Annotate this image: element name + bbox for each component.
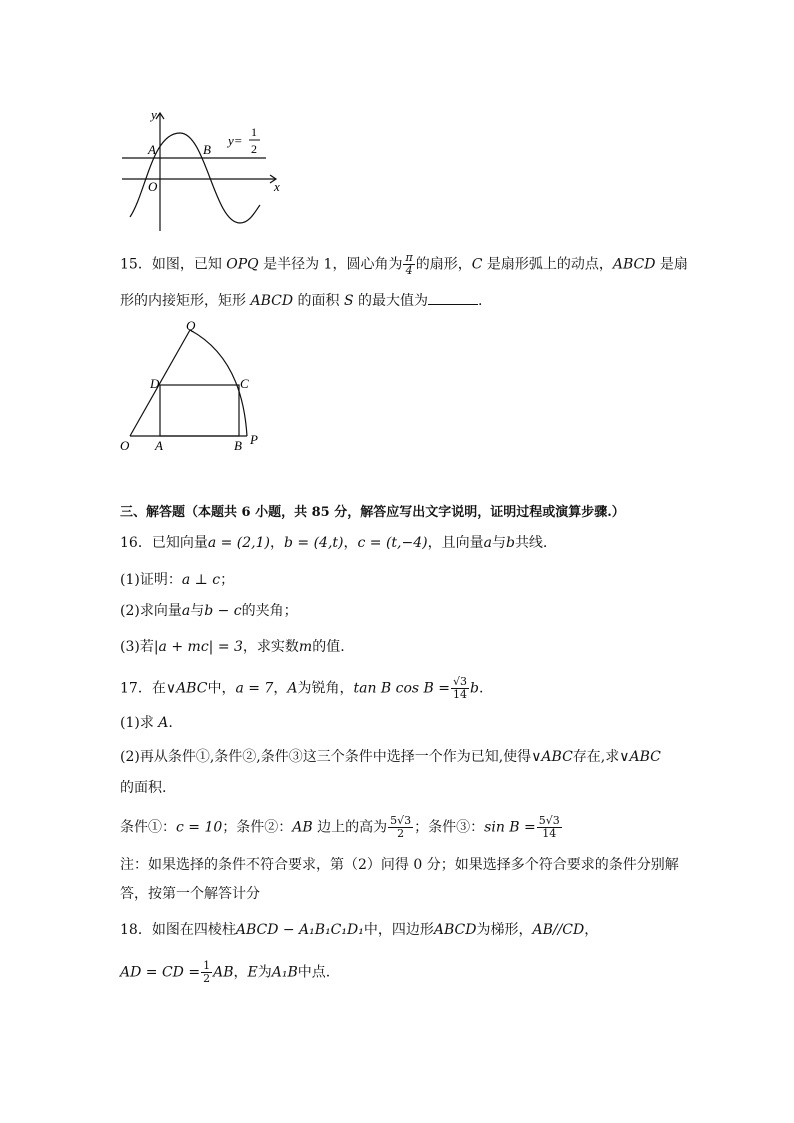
q17-part2-line2: 的面积. bbox=[120, 780, 167, 796]
q17-conditions: 条件①：c = 10；条件②：AB 边上的高为 $\frac{5√3}{2}$ ；条件③：sin B = $\frac{5√3}{14}$ bbox=[120, 814, 560, 840]
point-o-label: O bbox=[120, 438, 130, 453]
q17-stem: 17．在∨ABC中，a = 7，A为锐角，tan B cos B = $\frac{√3}{14}$ b. bbox=[120, 675, 484, 701]
q17-note-line1: 注：如果选择的条件不符合要求，第（2）问得 0 分；如果选择多个符合要求的条件分别解 bbox=[120, 857, 679, 873]
line-label: y= bbox=[228, 133, 243, 148]
q16-stem: 16．已知向量a = (2,1)，b = (4,t)，c = (t,−4)，且向量a与b共线. bbox=[120, 535, 548, 551]
line-label-num: 1 bbox=[251, 125, 257, 139]
q16-part2: (2)求向量a与b − c的夹角； bbox=[120, 603, 298, 619]
q15-line2: 形的内接矩形，矩形 ABCD 的面积 S 的最大值为 . bbox=[120, 290, 482, 311]
sine-graph-figure bbox=[110, 105, 290, 235]
y-axis-label: y bbox=[151, 107, 157, 122]
section-heading: 三、解答题（本题共 6 小题，共 85 分，解答应写出文字说明，证明过程或演算步骤.） bbox=[120, 505, 625, 520]
q18-line2: AD = CD = $\frac{1}{2}$ AB，E为A₁B中点. bbox=[120, 959, 331, 985]
rectangle-abcd bbox=[160, 385, 239, 436]
line-label-den: 2 bbox=[251, 142, 257, 156]
q16-part1: (1)证明：a ⊥ c； bbox=[120, 572, 235, 588]
q18-line1: 18．如图在四棱柱ABCD − A₁B₁C₁D₁中，四边形ABCD为梯形，AB//CD， bbox=[120, 922, 599, 938]
q17-part2-line1: (2)再从条件①,条件②,条件③这三个条件中选择一个作为已知,使得∨ABC存在,求∨ABC bbox=[120, 749, 661, 765]
q15-line1: 15．如图，已知 OPQ 是半径为 1，圆心角为 $\frac{\pi}{4}$ 的扇形，C 是扇形弧上的动点，ABCD 是扇 bbox=[120, 251, 688, 277]
x-axis-label: x bbox=[274, 179, 280, 194]
point-q-label: Q bbox=[186, 318, 196, 333]
point-b2-label: B bbox=[234, 438, 242, 453]
point-c-label: C bbox=[240, 376, 249, 391]
origin-label: O bbox=[148, 179, 158, 194]
point-d-label: D bbox=[150, 376, 160, 391]
q17-note-line2: 答，按第一个解答计分 bbox=[120, 886, 260, 902]
answer-blank[interactable] bbox=[428, 290, 478, 305]
point-a-label: A bbox=[148, 142, 156, 157]
point-p-label: P bbox=[250, 432, 258, 447]
q17-part1: (1)求 A. bbox=[120, 715, 173, 731]
point-b-label: B bbox=[203, 142, 211, 157]
point-a2-label: A bbox=[155, 438, 163, 453]
q16-part3: (3)若|a + mc| = 3，求实数m的值. bbox=[120, 639, 345, 655]
sector-figure bbox=[112, 318, 272, 458]
